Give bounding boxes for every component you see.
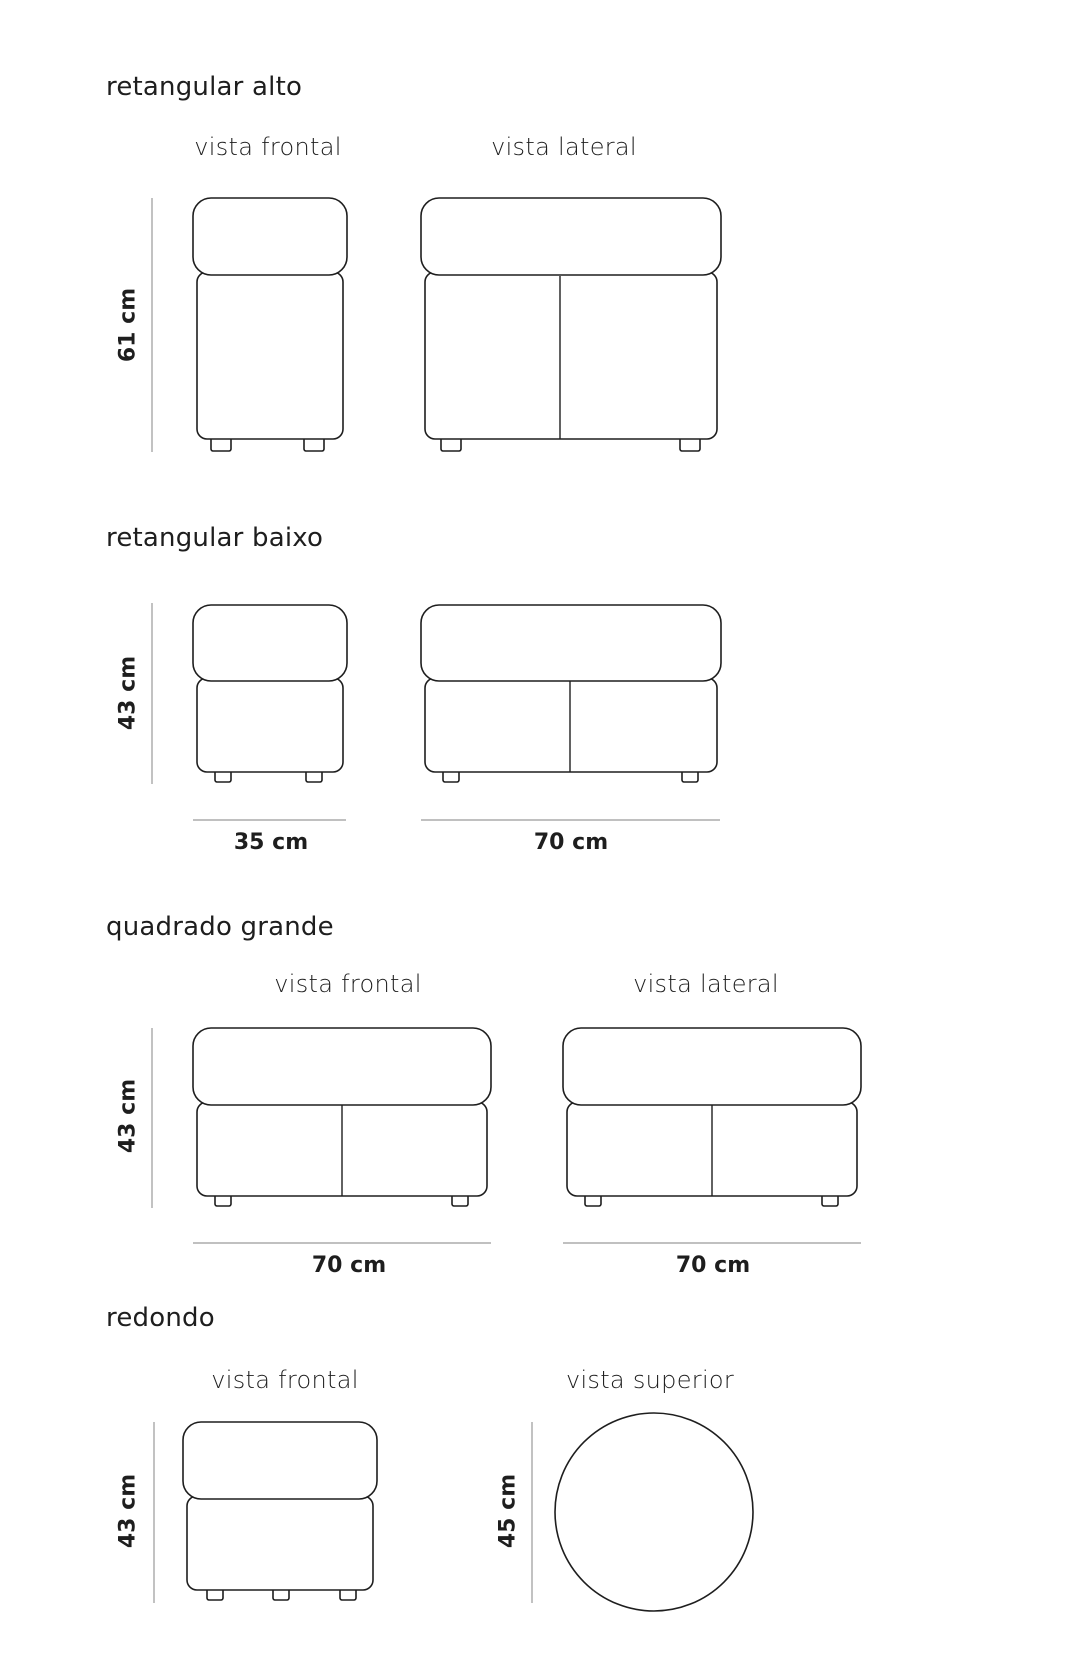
low-height-dimension: 43 cm [115,655,141,731]
round-front-view-label: vista frontal [211,1366,359,1394]
low-side-width-dimension: 70 cm [533,830,609,855]
square-height-dimension: 43 cm [115,1078,141,1154]
round-top-view-drawing [555,1413,753,1611]
tall-height-dimension: 61 cm [115,287,141,363]
tall-front-view-label: vista frontal [194,133,342,161]
square-front-view-label: vista frontal [274,970,422,998]
tall-side-view-drawing [421,198,721,451]
round-height-dimension: 43 cm [115,1473,141,1549]
low-front-width-dimension: 35 cm [233,830,309,855]
section-title-retangular-alto: retangular alto [106,72,303,102]
low-front-view-drawing [193,605,347,782]
square-side-view-label: vista lateral [633,970,779,998]
square-side-width-dimension: 70 cm [675,1253,751,1278]
section-title-redondo: redondo [106,1303,215,1333]
square-front-width-dimension: 70 cm [311,1253,387,1278]
tall-front-view-drawing [193,198,347,451]
low-side-view-drawing [421,605,721,782]
round-front-view-drawing [183,1422,377,1600]
round-top-view-label: vista superior [565,1366,735,1394]
round-diameter-dimension: 45 cm [495,1473,521,1549]
section-title-retangular-baixo: retangular baixo [106,523,324,553]
section-title-quadrado-grande: quadrado grande [106,912,334,942]
square-side-view-drawing [563,1028,861,1206]
square-front-view-drawing [193,1028,491,1206]
tall-side-view-label: vista lateral [491,133,637,161]
